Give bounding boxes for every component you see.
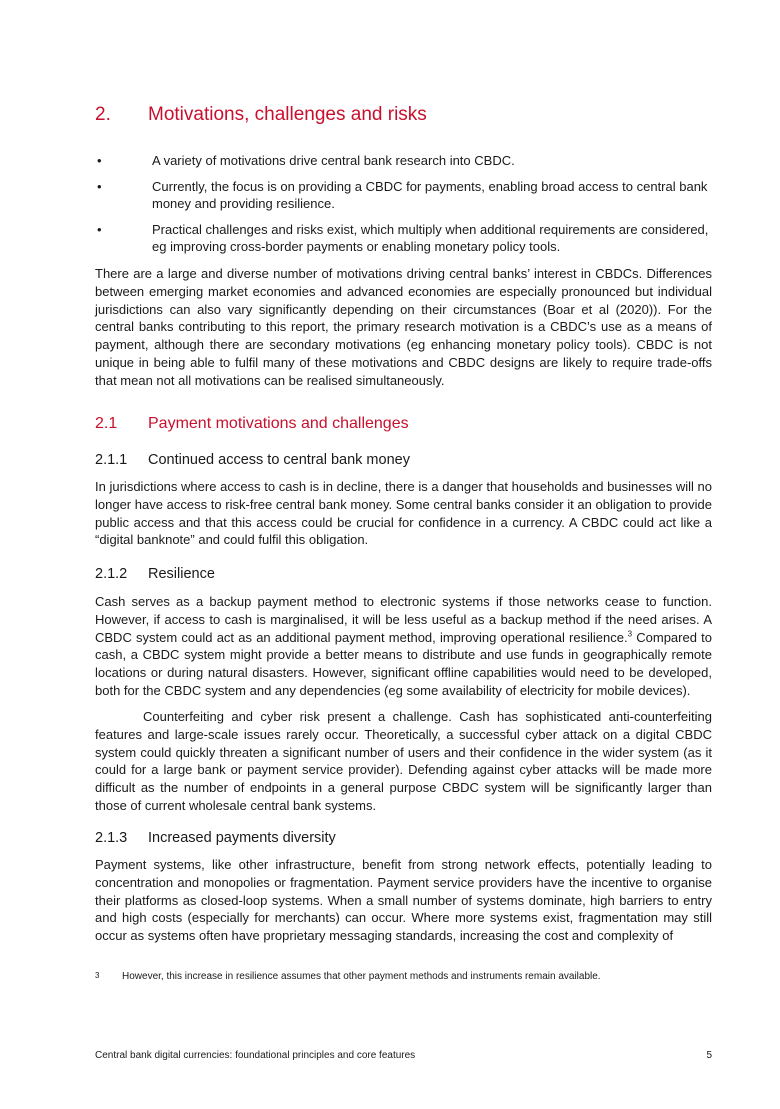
section-title: Motivations, challenges and risks: [148, 104, 427, 125]
list-item: [95, 178, 712, 213]
counterfeiting-paragraph: Counterfeiting and cyber risk present a challenge. Cash has sophisticated anti-counterfeiting features and large-scale issues rarely occur. Theoretically, a successful cyber attack on a digital CBDC system could quickly threaten a significant number of users and their confidence in the wider system (as it could for a large bank or payment service provider). Defending against cyber attacks will be made more difficult as the number of endpoints in a general purpose CBDC system will be significantly larger than those of current wholesale central bank systems.: [95, 709, 712, 813]
footnote: [95, 971, 712, 982]
footnote-ref[interactable]: 3: [627, 629, 633, 639]
list-item: [95, 221, 712, 256]
bullet-icon: •: [97, 221, 102, 237]
bullet-text: Currently, the focus is on providing a CBDC for payments, enabling broad access to central bank money and providing resilience.: [152, 178, 708, 211]
subsection-title: Resilience: [148, 566, 215, 582]
subsection-number: 2.1.2: [95, 566, 128, 582]
resilience-paragraph: [95, 593, 712, 700]
page-number: 5: [706, 1050, 712, 1061]
section-heading: [95, 104, 427, 126]
subsection-number: 2.1.1: [95, 452, 128, 468]
diversity-paragraph: Payment systems, like other infrastructure, benefit from strong network effects, potentially leading to concentration and monopolies or fragmentation. Payment service providers have the incentive to organise their platforms as closed-loop systems. When a small number of systems dominate, high barriers to entry and high costs (especially for merchants) can occur. Where more systems exist, fragmentation may still occur as systems often have proprietary messaging standards, increasing the cost and complexity of: [95, 857, 712, 944]
resilience-text-a: Cash serves as a backup payment method to electronic systems if those networks cease to function. However, if access to cash is marginalised, it will be less useful as a backup method if the need arises. A CBDC system could act as an additional payment method, improving operational resilience.: [95, 594, 712, 645]
access-paragraph: In jurisdictions where access to cash is in decline, there is a danger that households and businesses will no longer have access to risk-free central bank money. Some central banks consider it an obligation to provide public access and that this access could be crucial for confidence in a currency. A CBDC could act like a “digital banknote” and could fulfil this obligation.: [95, 479, 712, 548]
subsection-heading-2-1: [95, 415, 409, 433]
key-points-list: [95, 152, 712, 264]
subsection-title: Continued access to central bank money: [148, 452, 410, 468]
subsection-number: 2.1.3: [95, 830, 128, 846]
page-footer: [95, 1050, 712, 1061]
resilience-text-b: Compared to cash, a CBDC system might provide a better means to distribute and use funds in geographically remote locations or during natural disasters. However, significant offline capabilities would need to be developed, both for the CBDC system and any dependencies (eg some availability of electricity for mobile devices).: [95, 629, 712, 698]
subsection-heading-2-1-2: [95, 566, 215, 582]
subsection-title: Payment motivations and challenges: [148, 415, 409, 432]
intro-paragraph: There are a large and diverse number of motivations driving central banks’ interest in CBDCs. Differences between emerging market economies and advanced economies are especially pronounced but individual jurisdictions can also vary significantly depending on their circumstances (Boar et al (2020)). For the central banks contributing to this report, the primary research motivation is a CBDC’s use as a means of payment, although there are secondary motivations (eg enhancing monetary policy tools). CBDC is not unique in being able to fulfil many of these motivations and CBDC designs are likely to require trade-offs that mean not all motivations can be realised simultaneously.: [95, 266, 712, 388]
footnote-text: However, this increase in resilience assumes that other payment methods and instruments remain available.: [122, 971, 601, 982]
footer-title: Central bank digital currencies: foundational principles and core features: [95, 1050, 416, 1061]
list-item: [95, 152, 712, 170]
subsection-title: Increased payments diversity: [148, 830, 336, 846]
bullet-icon: •: [97, 153, 102, 168]
section-number: 2.: [95, 104, 111, 125]
bullet-text: Practical challenges and risks exist, which multiply when additional requirements are considered, eg improving cross-border payments or enabling monetary policy tools.: [152, 221, 709, 254]
bullet-text: A variety of motivations drive central bank research into CBDC.: [152, 153, 515, 168]
subsection-number: 2.1: [95, 415, 118, 432]
subsection-heading-2-1-3: [95, 830, 336, 846]
bullet-icon: •: [97, 178, 102, 194]
subsection-heading-2-1-1: [95, 452, 410, 468]
footnote-number: 3: [95, 971, 100, 980]
